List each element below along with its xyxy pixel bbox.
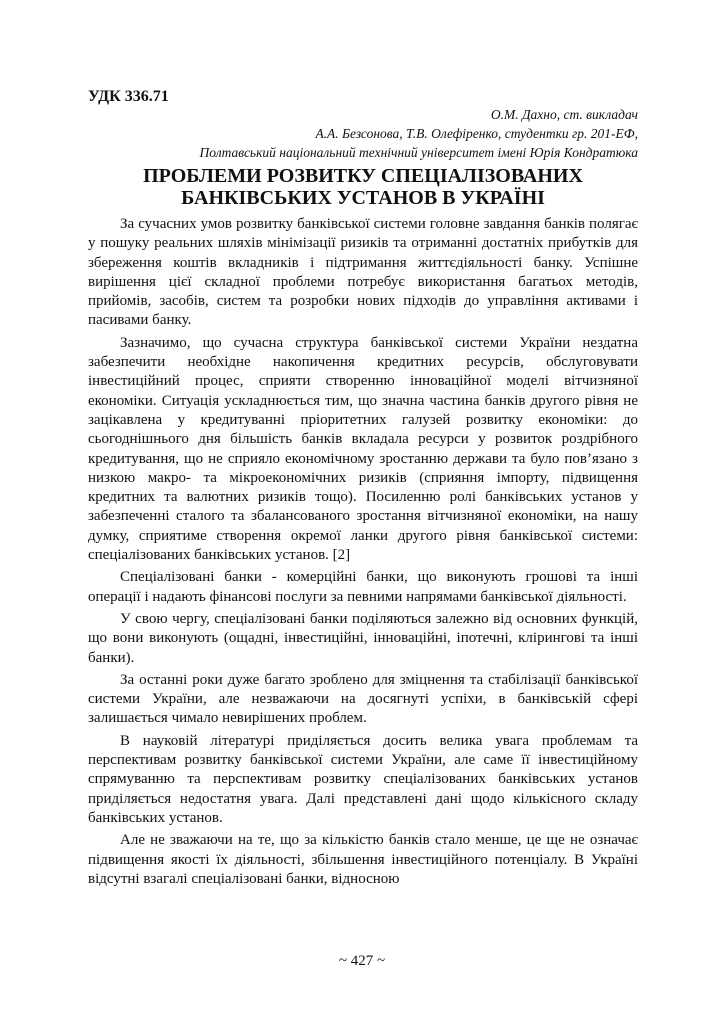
paragraph: У свою чергу, спеціалізовані банки поділяються залежно від основних функцій, що вони виконують (ощадні, інвестиційні, інноваційні, іпотечні, клірингові та інші банки). <box>88 610 638 666</box>
page-number: ~ 427 ~ <box>338 953 386 969</box>
author-block <box>200 105 638 162</box>
author-line-2: А.А. Безсонова, Т.В. Олефіренко, студентки гр. 201-ЕФ, <box>315 126 638 141</box>
title-line-2: БАНКІВСЬКИХ УСТАНОВ В УКРАЇНІ <box>181 187 545 209</box>
title-line-1: ПРОБЛЕМИ РОЗВИТКУ СПЕЦІАЛІЗОВАНИХ <box>143 165 583 187</box>
author-line-1: О.М. Дахно, ст. викладач <box>490 107 638 122</box>
paragraph: Зазначимо, що сучасна структура банківської системи України нездатна забезпечити необхідне накопичення кредитних ресурсів, обслуговувати інвестиційний процес, сприяти створенню інноваційної моделі вітчизняної економіки. Ситуація ускладнюється тим, що значна частина банків другого рівня не зацікавлена у кредитуванні пріоритетних галузей розвитку економіки: до сьогоднішнього дня більшість банків вкладала ресурси у розвиток роздрібного кредитування, що не сприяло економічному зростанню держави та було пов’язано з низкою макро- та мікроекономічних ризиків (сприяння імпорту, підвищення кредитних та валютних ризиків тощо). Посиленню ролі банківських установ у забезпеченні сталого та збалансованого зростання вітчизняної економіки, на нашу думку, сприятиме створення окремої ланки другого рівня банківської системи: спеціалізованих банківських установ. [2] <box>88 334 638 564</box>
body-text <box>88 215 638 892</box>
paper-title <box>88 165 638 209</box>
paragraph: За останні роки дуже багато зроблено для зміцнення та стабілізації банківської системи України, але незважаючи на досягнуті успіхи, в банківській сфері залишається чимало невирішених проблем. <box>88 671 638 727</box>
paragraph: Але не зважаючи на те, що за кількістю банків стало менше, це ще не означає підвищення якості їх діяльності, збільшення інвестиційного потенціалу. В Україні відсутні взагалі спеціалізовані банки, відносною <box>88 832 638 887</box>
paragraph: Спеціалізовані банки - комерційні банки, що виконують грошові та інші операції і надають фінансові послуги за певними напрямами банківської діяльності. <box>88 569 638 605</box>
udk-code: УДК 336.71 <box>88 88 169 105</box>
paragraph: За сучасних умов розвитку банківської системи головне завдання банків полягає у пошуку реальних шляхів мінімізації ризиків та отриманні достатніх прибутків для збереження коштів вкладників і підтримання життєдіяльності банку. Успішне вирішення цієї складної проблеми потребує використання багатьох методів, прийомів, засобів, систем та розробки нових підходів до управління активами і пасивами банку. <box>88 216 638 329</box>
paragraph: В науковій літературі приділяється досить велика увага проблемам та перспективам розвитку банківської системи України, але саме її інвестиційному спрямуванню та перспективам розвитку спеціалізованих банківських установ приділяється недостатня увага. Далі представлені дані щодо кількісного складу банківських установ. <box>88 732 638 826</box>
affiliation: Полтавський національний технічний університет імені Юрія Кондратюка <box>199 145 638 160</box>
